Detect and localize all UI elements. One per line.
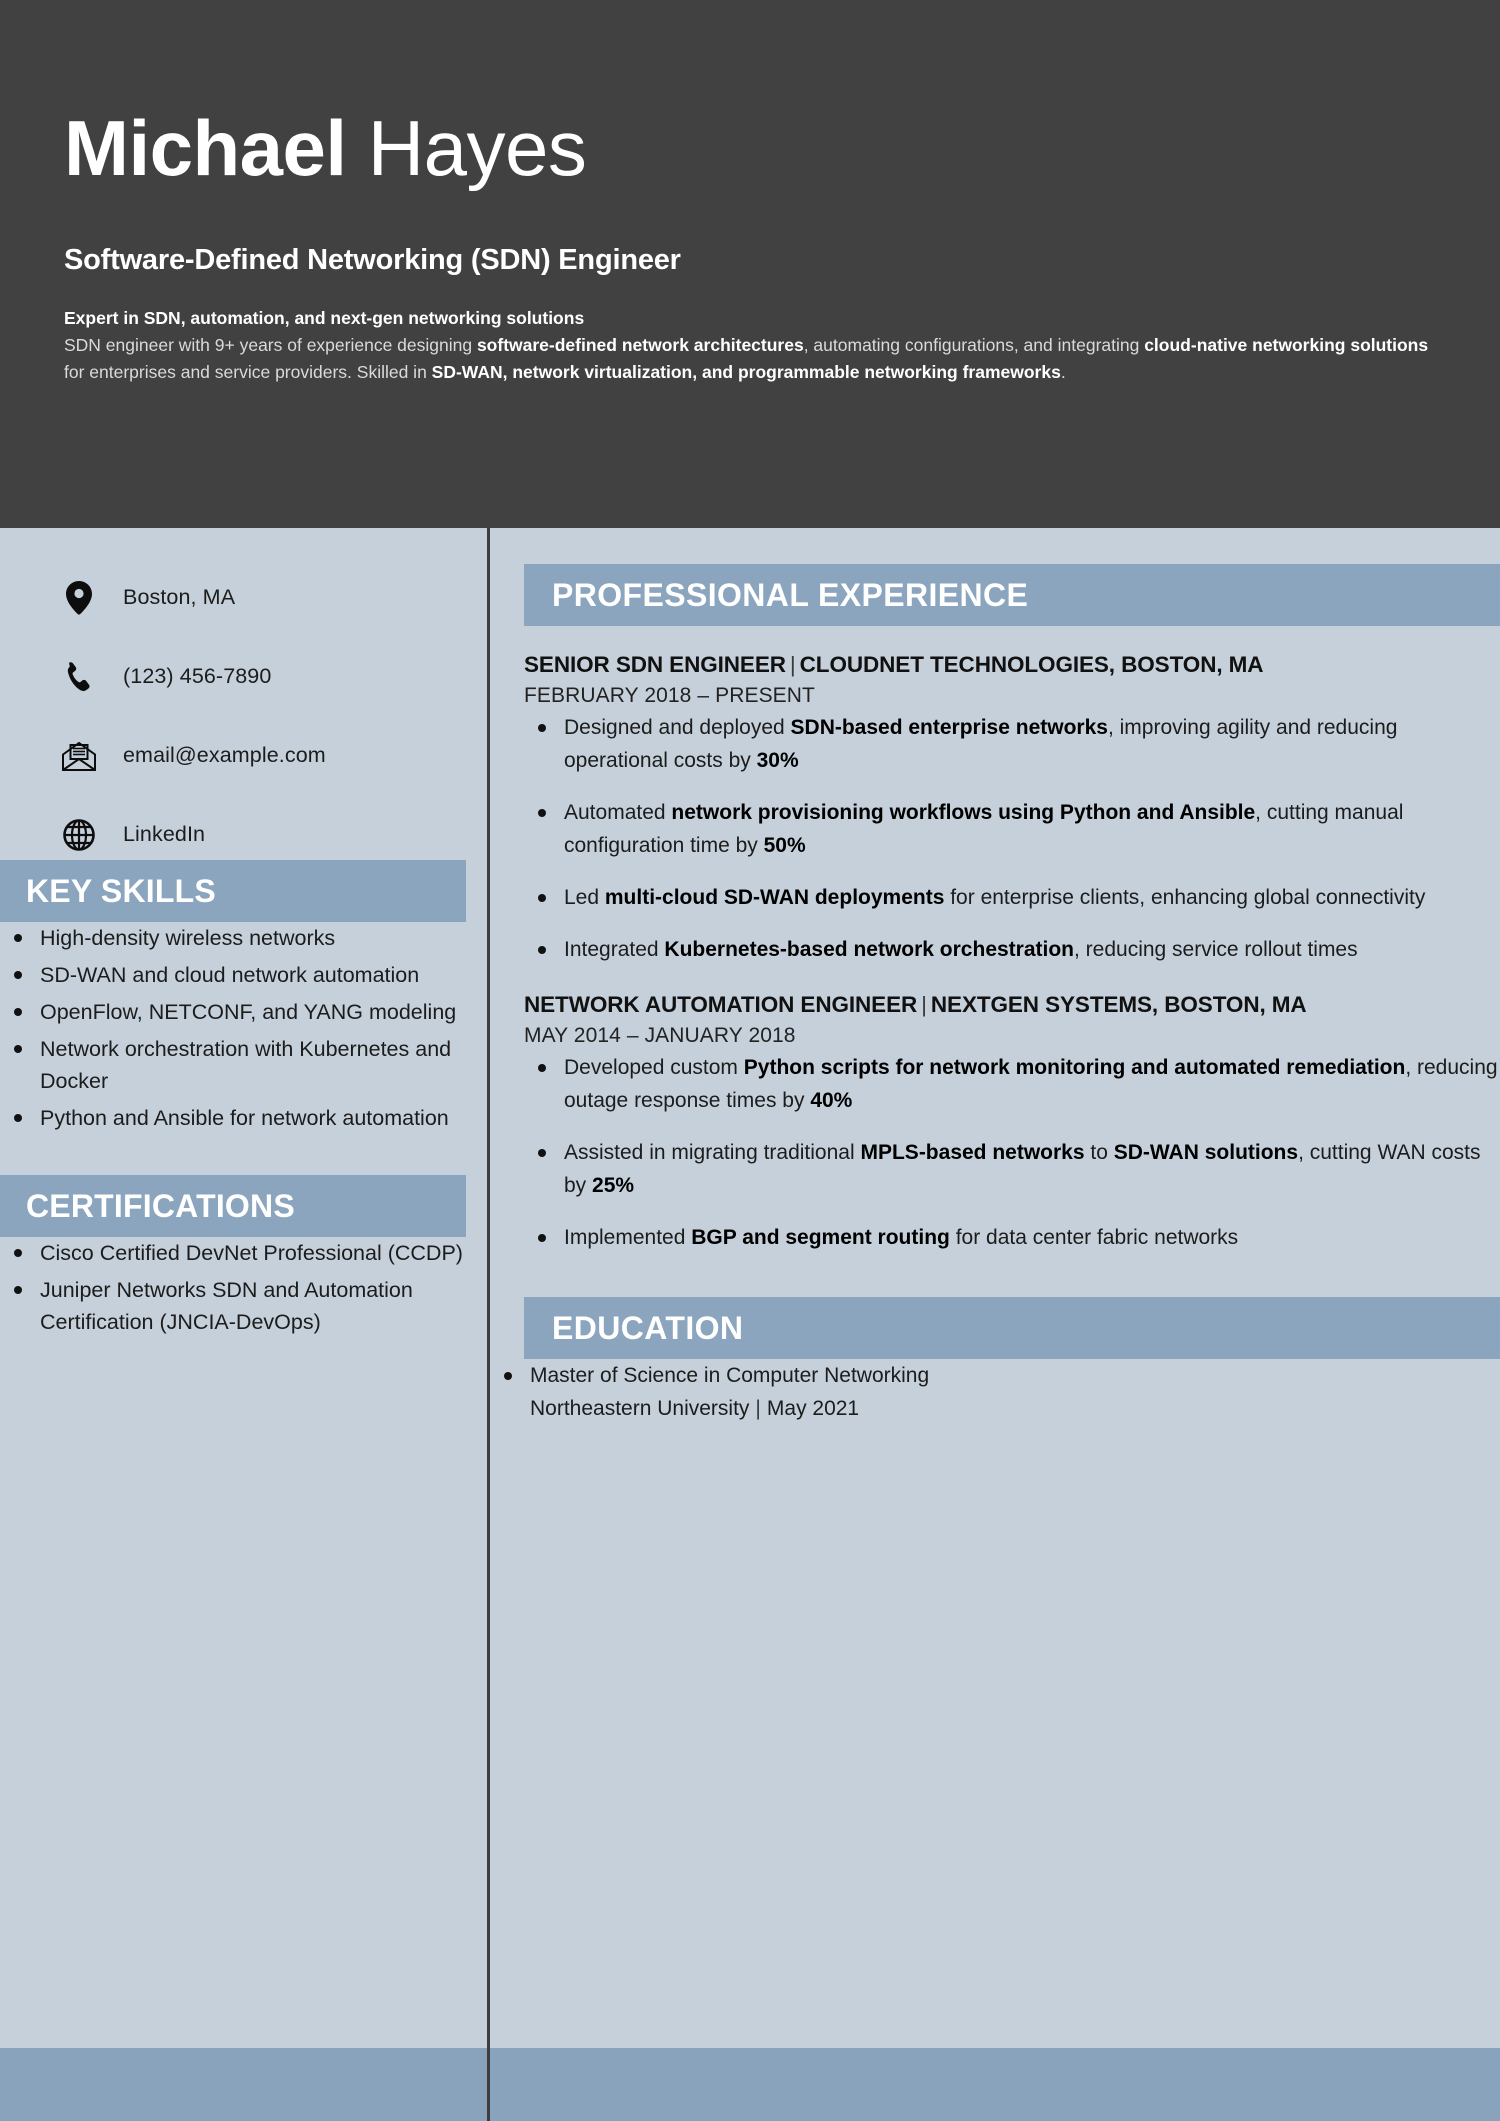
experience-role: NETWORK AUTOMATION ENGINEER	[524, 992, 918, 1017]
main-content	[490, 528, 1500, 2121]
list-item: Automated network provisioning workflows using Python and Ansible, cutting manual configuration time by 50%	[524, 796, 1500, 862]
section-title-certifications: CERTIFICATIONS	[26, 1187, 295, 1224]
footer-bar	[0, 2048, 1500, 2121]
education-list	[490, 1359, 1500, 1425]
experience-entry	[490, 990, 1500, 1254]
contact-email-label: email@example.com	[123, 743, 326, 767]
experience-entries	[490, 650, 1500, 1254]
experience-dates: MAY 2014 – JANUARY 2018	[524, 1024, 796, 1047]
contact-list	[0, 558, 487, 874]
list-item: Designed and deployed SDN-based enterprise networks, improving agility and reducing operational costs by 30%	[524, 711, 1500, 777]
education-school: Northeastern University | May 2021	[530, 1397, 860, 1420]
separator: |	[789, 652, 796, 677]
list-item	[490, 1359, 1500, 1425]
list-item: Led multi-cloud SD-WAN deployments for enterprise clients, enhancing global connectivity	[524, 881, 1500, 914]
experience-role: SENIOR SDN ENGINEER	[524, 652, 786, 677]
section-title-experience: PROFESSIONAL EXPERIENCE	[552, 576, 1029, 613]
certifications-list	[0, 1237, 487, 1338]
section-header-certifications	[0, 1175, 466, 1237]
list-item: Cisco Certified DevNet Professional (CCDP)	[0, 1237, 487, 1269]
list-item: Assisted in migrating traditional MPLS-based networks to SD-WAN solutions, cutting WAN costs by 25%	[524, 1136, 1500, 1202]
experience-entry	[490, 650, 1500, 966]
list-item: SD-WAN and cloud network automation	[0, 959, 487, 991]
list-item: OpenFlow, NETCONF, and YANG modeling	[0, 996, 487, 1028]
experience-dates: FEBRUARY 2018 – PRESENT	[524, 684, 815, 707]
first-name: Michael	[64, 104, 347, 192]
job-title: Software-Defined Networking (SDN) Engineer	[64, 244, 681, 276]
contact-phone-label: (123) 456-7890	[123, 664, 272, 688]
list-item: Implemented BGP and segment routing for data center fabric networks	[524, 1221, 1500, 1254]
contact-item-email[interactable]	[0, 716, 487, 795]
separator: |	[921, 992, 927, 1017]
section-title-education: EDUCATION	[552, 1309, 744, 1346]
list-item: Developed custom Python scripts for network monitoring and automated remediation, reducing outage response times by 40%	[524, 1051, 1500, 1117]
education-date: May 2021	[766, 1397, 860, 1420]
experience-role-company	[524, 650, 1500, 680]
section-title-key-skills: KEY SKILLS	[26, 872, 216, 909]
section-header-education	[524, 1297, 1500, 1359]
globe-icon	[62, 818, 96, 852]
key-skills-list	[0, 922, 487, 1134]
contact-item-location[interactable]	[0, 558, 487, 637]
footer-divider	[487, 2048, 490, 2121]
experience-role-company	[524, 990, 1500, 1020]
summary-body: SDN engineer with 9+ years of experience designing software-defined network architectures, automating configurations, and integrating cloud-native networking solutions for enterprises and service providers. Skilled in SD-WAN, network virtualization, and programmable networking frameworks.	[64, 335, 1429, 382]
education-degree: Master of Science in Computer Networking	[530, 1364, 930, 1387]
experience-bullets	[524, 1051, 1500, 1254]
experience-bullets	[524, 711, 1500, 966]
experience-company: NEXTGEN SYSTEMS, BOSTON, MA	[930, 992, 1307, 1017]
phone-icon	[62, 660, 96, 694]
list-item: Python and Ansible for network automation	[0, 1102, 487, 1134]
resume-header	[0, 0, 1500, 528]
location-pin-icon	[62, 581, 96, 615]
section-header-experience	[524, 564, 1500, 626]
experience-company: CLOUDNET TECHNOLOGIES, BOSTON, MA	[799, 652, 1264, 677]
page-title	[64, 104, 586, 192]
professional-summary	[64, 305, 1434, 386]
sidebar	[0, 528, 487, 2121]
summary-tagline: Expert in SDN, automation, and next-gen networking solutions	[64, 308, 585, 328]
separator: |	[755, 1397, 761, 1420]
contact-item-phone[interactable]	[0, 637, 487, 716]
list-item: Juniper Networks SDN and Automation Certification (JNCIA-DevOps)	[0, 1274, 487, 1338]
last-name: Hayes	[367, 104, 587, 192]
list-item: High-density wireless networks	[0, 922, 487, 954]
contact-linkedin-label: LinkedIn	[123, 822, 206, 846]
section-header-key-skills	[0, 860, 466, 922]
list-item: Network orchestration with Kubernetes and Docker	[0, 1033, 487, 1097]
list-item: Integrated Kubernetes-based network orchestration, reducing service rollout times	[524, 933, 1500, 966]
contact-location-label: Boston, MA	[123, 585, 236, 609]
email-icon	[62, 739, 96, 773]
